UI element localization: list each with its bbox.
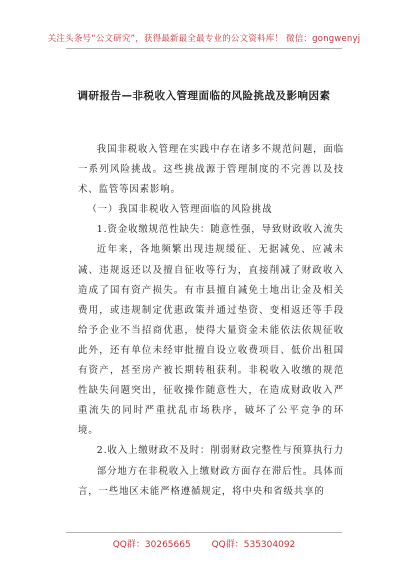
subheading-2: 2.收入上缴财政不及时：削弱财政完整性与预算执行力 [96,445,344,457]
page-header-promo: 关注头条号“公文研究”，获得最新最全最专业的公文资料库！ 微信：gongwenyj [47,34,361,44]
footer-qq-group-2: QQ群：535304092 [211,540,296,550]
body-paragraph: 部分地方在非税收入上缴财政方面存在滞后性。具体而言，一些地区未能严格遵循规定，将中央和省级共享的 [78,465,344,497]
header-divider [66,48,342,49]
document-body [78,140,344,502]
footer-divider [66,532,342,533]
intro-paragraph: 我国非税收入管理在实践中存在诸多不规范问题，面临一系列风险挑战。这些挑战源于管理制度的不完善以及技术、监管等因素影响。 [78,144,344,196]
subheading-1: 1.资金收缴规范性缺失：随意性强，导致财政收入流失 [96,224,344,236]
document-title: 调研报告—非税收入管理面临的风险挑战及影响因素 [77,90,331,102]
page-footer [0,537,408,550]
footer-qq-group-1: QQ群：30265665 [112,540,191,550]
body-paragraph: 近年来，各地频繁出现违规缓征、无据减免、应减未减、违规返还以及擅自征收等行为，直接削减了财政收入造成了国有资产损失。有市县擅自减免土地出让金及相关费用，或违规制定优惠政策并通过垫资、变相返还等手段给予企业不当招商优惠，使得大量资金未能依法依规征收此外，还有单位未经审批擅自设立收费项目、低价出租国有资产，甚至房产被长期转租获利。非税收入收缴的规范性缺失问题突出，征收操作随意性大，在造成财政收入严重流失的同时严重扰乱市场秩序，破坏了公平竞争的环境。 [78,244,344,437]
section-heading: （一）我国非税收入管理面临的风险挑战 [87,204,273,216]
